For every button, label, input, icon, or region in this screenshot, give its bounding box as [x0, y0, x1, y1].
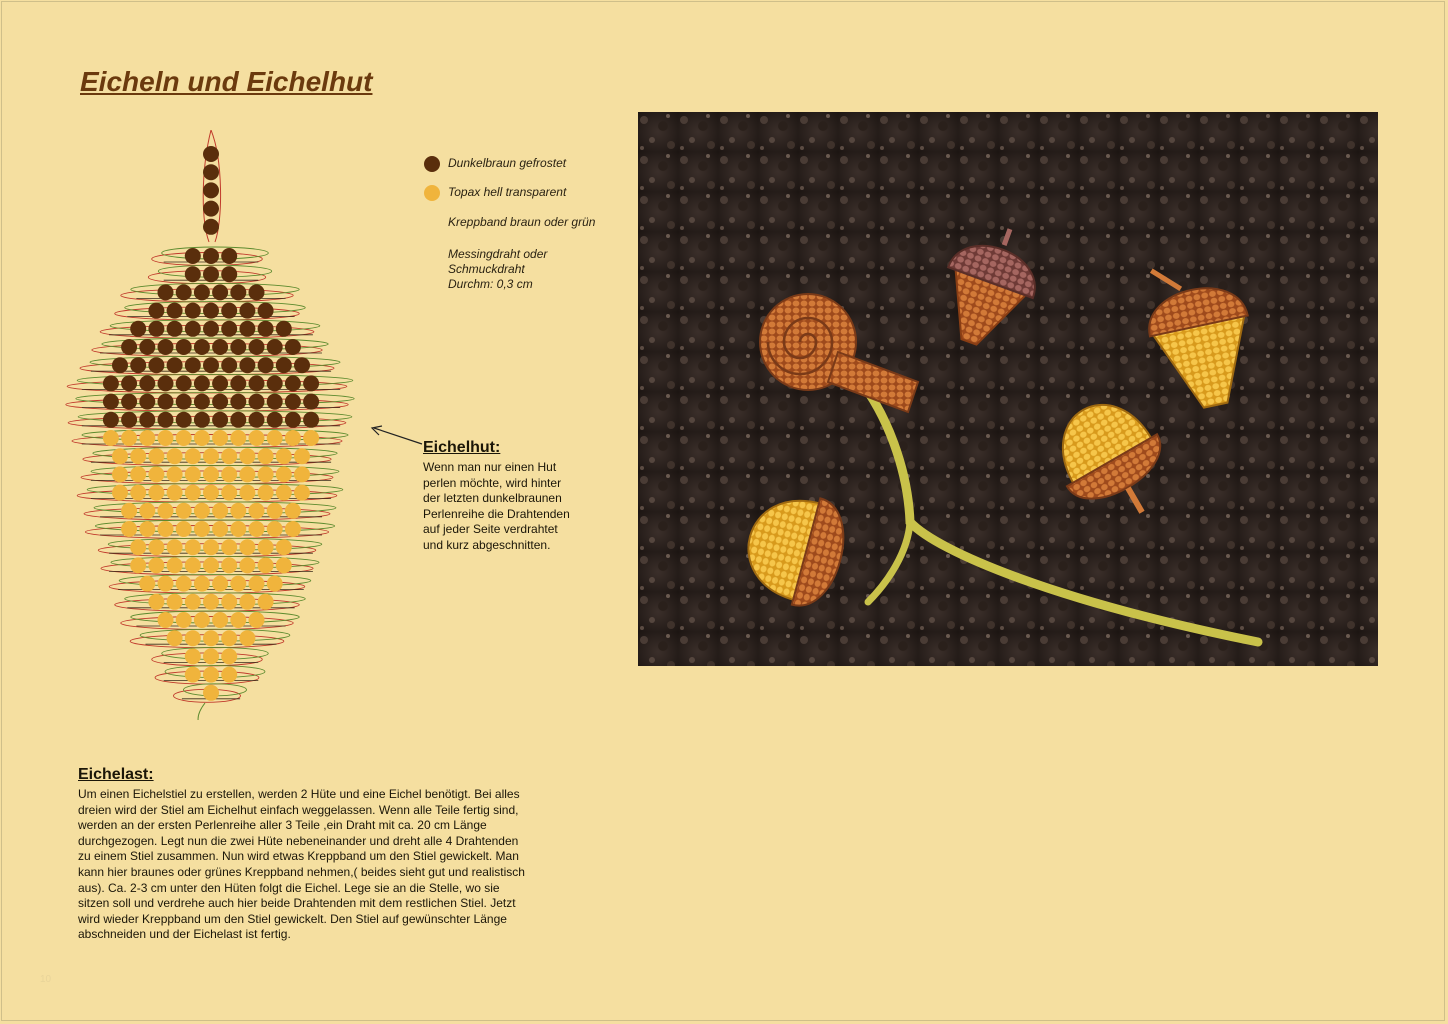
topaz-bead: [167, 448, 183, 464]
dark-brown-bead: [185, 357, 201, 373]
hat-note: [423, 439, 623, 554]
dark-brown-bead: [148, 303, 164, 319]
topaz-bead: [139, 576, 155, 592]
acorn-photo: [638, 112, 1378, 666]
topaz-bead: [112, 485, 128, 501]
dark-brown-bead: [276, 321, 292, 337]
topaz-bead: [203, 448, 219, 464]
topaz-bead: [267, 576, 283, 592]
topaz-bead: [294, 466, 310, 482]
dark-brown-bead: [167, 321, 183, 337]
stem-bead: [203, 201, 219, 217]
dark-brown-bead: [221, 248, 237, 264]
topaz-bead: [130, 539, 146, 555]
dark-brown-bead: [249, 394, 265, 410]
dark-brown-bead: [249, 339, 265, 355]
topaz-bead: [148, 557, 164, 573]
dark-brown-bead: [103, 375, 119, 391]
dark-brown-bead: [194, 339, 210, 355]
dark-brown-bead: [230, 375, 246, 391]
topaz-bead: [203, 539, 219, 555]
dark-brown-bead: [185, 321, 201, 337]
dark-brown-bead: [212, 284, 228, 300]
dark-brown-bead: [148, 321, 164, 337]
topaz-bead: [249, 503, 265, 519]
dark-brown-bead: [121, 375, 137, 391]
dark-brown-bead: [203, 357, 219, 373]
topaz-bead: [158, 612, 174, 628]
dark-brown-bead: [221, 303, 237, 319]
dark-brown-bead: [158, 394, 174, 410]
topaz-bead: [239, 594, 255, 610]
dark-brown-bead: [194, 284, 210, 300]
topaz-bead: [176, 576, 192, 592]
topaz-bead: [139, 521, 155, 537]
dark-brown-bead: [221, 321, 237, 337]
dark-brown-bead: [176, 339, 192, 355]
topaz-bead: [276, 448, 292, 464]
legend-label: Kreppband braun oder grün: [448, 215, 596, 229]
dark-brown-bead: [285, 339, 301, 355]
topaz-bead: [276, 466, 292, 482]
dark-brown-bead: [230, 394, 246, 410]
topaz-bead: [185, 557, 201, 573]
topaz-bead: [212, 430, 228, 446]
legend-item-dark-brown: [424, 156, 634, 172]
dark-brown-bead: [121, 394, 137, 410]
topaz-bead: [239, 466, 255, 482]
dark-brown-bead: [212, 339, 228, 355]
topaz-bead: [103, 430, 119, 446]
dark-brown-bead: [303, 394, 319, 410]
legend-item-crepe-tape: [424, 215, 634, 231]
topaz-bead: [130, 557, 146, 573]
topaz-bead: [158, 521, 174, 537]
topaz-bead: [148, 485, 164, 501]
topaz-bead: [112, 466, 128, 482]
topaz-bead: [276, 539, 292, 555]
topaz-bead: [203, 485, 219, 501]
legend-label: Messingdraht oder Schmuckdraht Durchm: 0,3 cm: [448, 247, 548, 291]
dark-brown-bead: [139, 394, 155, 410]
topaz-bead: [258, 448, 274, 464]
dark-brown-bead: [285, 412, 301, 428]
dark-brown-bead: [203, 248, 219, 264]
dark-brown-bead: [230, 412, 246, 428]
dark-brown-bead: [285, 394, 301, 410]
page-title: Eicheln und Eichelhut: [80, 66, 373, 97]
topaz-bead: [230, 521, 246, 537]
topaz-bead: [203, 557, 219, 573]
legend: [424, 156, 634, 305]
dark-brown-bead: [239, 303, 255, 319]
topaz-bead: [167, 485, 183, 501]
dark-brown-bead: [176, 412, 192, 428]
topaz-bead-icon: [424, 185, 440, 201]
topaz-bead: [258, 557, 274, 573]
topaz-bead: [203, 630, 219, 646]
dark-brown-bead: [103, 394, 119, 410]
dark-brown-bead: [121, 339, 137, 355]
topaz-bead: [176, 521, 192, 537]
topaz-bead: [148, 466, 164, 482]
dark-brown-bead-icon: [424, 156, 440, 172]
topaz-bead: [194, 503, 210, 519]
bead-pattern-diagram: [28, 130, 388, 720]
stem-bead: [203, 182, 219, 198]
dark-brown-bead: [185, 266, 201, 282]
topaz-bead: [121, 430, 137, 446]
topaz-bead: [267, 430, 283, 446]
topaz-bead: [185, 594, 201, 610]
topaz-bead: [130, 466, 146, 482]
topaz-bead: [194, 576, 210, 592]
dark-brown-bead: [221, 357, 237, 373]
topaz-bead: [249, 612, 265, 628]
topaz-bead: [239, 539, 255, 555]
dark-brown-bead: [239, 357, 255, 373]
dark-brown-bead: [130, 321, 146, 337]
topaz-bead: [221, 594, 237, 610]
topaz-bead: [130, 448, 146, 464]
stem-bead: [203, 219, 219, 235]
topaz-bead: [230, 576, 246, 592]
hat-note-heading: Eichelhut:: [423, 439, 501, 456]
topaz-bead: [249, 521, 265, 537]
dark-brown-bead: [158, 375, 174, 391]
topaz-bead: [267, 503, 283, 519]
topaz-bead: [148, 448, 164, 464]
topaz-bead: [194, 521, 210, 537]
dark-brown-bead: [130, 357, 146, 373]
topaz-bead: [203, 667, 219, 683]
dark-brown-bead: [212, 375, 228, 391]
topaz-bead: [221, 539, 237, 555]
topaz-bead: [185, 667, 201, 683]
dark-brown-bead: [267, 412, 283, 428]
dark-brown-bead: [239, 321, 255, 337]
topaz-bead: [212, 503, 228, 519]
topaz-bead: [185, 539, 201, 555]
topaz-bead: [194, 430, 210, 446]
topaz-bead: [158, 430, 174, 446]
dark-brown-bead: [139, 412, 155, 428]
topaz-bead: [185, 485, 201, 501]
topaz-bead: [203, 466, 219, 482]
dark-brown-bead: [167, 357, 183, 373]
topaz-bead: [221, 630, 237, 646]
topaz-bead: [221, 667, 237, 683]
page-number: 10: [40, 974, 52, 985]
topaz-bead: [148, 594, 164, 610]
topaz-bead: [221, 466, 237, 482]
dark-brown-bead: [194, 412, 210, 428]
dark-brown-bead: [139, 375, 155, 391]
dark-brown-bead: [294, 357, 310, 373]
topaz-bead: [212, 612, 228, 628]
topaz-bead: [276, 485, 292, 501]
topaz-bead: [185, 466, 201, 482]
legend-item-topaz: [424, 185, 634, 201]
dark-brown-bead: [185, 303, 201, 319]
dark-brown-bead: [158, 339, 174, 355]
topaz-bead: [239, 557, 255, 573]
dark-brown-bead: [194, 375, 210, 391]
dark-brown-bead: [303, 412, 319, 428]
topaz-bead: [230, 612, 246, 628]
dark-brown-bead: [121, 412, 137, 428]
topaz-bead: [167, 466, 183, 482]
topaz-bead: [276, 557, 292, 573]
topaz-bead: [212, 576, 228, 592]
dark-brown-bead: [158, 284, 174, 300]
dark-brown-bead: [276, 357, 292, 373]
topaz-bead: [139, 503, 155, 519]
branch-section: [78, 766, 638, 943]
topaz-bead: [221, 557, 237, 573]
dark-brown-bead: [203, 266, 219, 282]
topaz-bead: [285, 521, 301, 537]
topaz-bead: [158, 576, 174, 592]
topaz-bead: [258, 594, 274, 610]
legend-label: Dunkelbraun gefrostet: [448, 156, 567, 170]
topaz-bead: [258, 539, 274, 555]
topaz-bead: [230, 503, 246, 519]
topaz-bead: [249, 576, 265, 592]
topaz-bead: [258, 485, 274, 501]
dark-brown-bead: [221, 266, 237, 282]
topaz-bead: [194, 612, 210, 628]
dark-brown-bead: [139, 339, 155, 355]
topaz-bead: [285, 503, 301, 519]
topaz-bead: [185, 448, 201, 464]
topaz-bead: [121, 503, 137, 519]
topaz-bead: [185, 630, 201, 646]
topaz-bead: [203, 685, 219, 701]
dark-brown-bead: [176, 375, 192, 391]
dark-brown-bead: [203, 321, 219, 337]
dark-brown-bead: [267, 339, 283, 355]
legend-item-wire: [424, 247, 634, 292]
topaz-bead: [130, 485, 146, 501]
wire-loop: [198, 703, 211, 720]
dark-brown-bead: [112, 357, 128, 373]
topaz-bead: [185, 648, 201, 664]
topaz-bead: [249, 430, 265, 446]
branch-heading: Eichelast:: [78, 766, 154, 783]
topaz-bead: [158, 503, 174, 519]
dark-brown-bead: [258, 303, 274, 319]
topaz-bead: [221, 648, 237, 664]
dark-brown-bead: [267, 375, 283, 391]
topaz-bead: [294, 485, 310, 501]
topaz-bead: [221, 485, 237, 501]
dark-brown-bead: [176, 284, 192, 300]
stem-bead: [203, 146, 219, 162]
topaz-bead: [303, 430, 319, 446]
dark-brown-bead: [249, 375, 265, 391]
dark-brown-bead: [249, 412, 265, 428]
dark-brown-bead: [185, 248, 201, 264]
dark-brown-bead: [249, 284, 265, 300]
branch-text: Um einen Eichelstiel zu erstellen, werden 2 Hüte und eine Eichel benötigt. Bei alles dreien wird der Stiel am Eichelhut einfach weggelassen. Wenn alle Teile fertig sind, werden an der ersten Perlenreihe aller 3 Teile ,ein Draht mit ca. 20 cm Länge durchgezogen. Legt nun die zwei Hüte nebeneinander und dreht alle 4 Drahtenden zu einem Stiel zusammen. Nun wird etwas Kreppband um den Stiel gewickelt. Man kann hier braunes oder grünes Kreppband nehmen,( beides sieht gut und realistisch aus). Ca. 2-3 cm unter den Hüten folgt die Eichel. Lege sie an die Stelle, wo sie sitzen soll und verdrehe auch hier beide Drahtenden mit dem restlichen Stiel. Jetzt wird wieder Kreppband um den Stiel gewickelt. Den Stiel auf gewünschter Länge abschneiden und der Eichelast ist fertig.: [78, 787, 525, 942]
dark-brown-bead: [176, 394, 192, 410]
dark-brown-bead: [258, 357, 274, 373]
dark-brown-bead: [148, 357, 164, 373]
dark-brown-bead: [230, 339, 246, 355]
topaz-bead: [176, 430, 192, 446]
topaz-bead: [148, 539, 164, 555]
dark-brown-bead: [285, 375, 301, 391]
topaz-bead: [167, 557, 183, 573]
topaz-bead: [258, 466, 274, 482]
topaz-bead: [203, 648, 219, 664]
topaz-bead: [212, 521, 228, 537]
topaz-bead: [167, 630, 183, 646]
topaz-bead: [239, 448, 255, 464]
topaz-bead: [230, 430, 246, 446]
dark-brown-bead: [230, 284, 246, 300]
topaz-bead: [167, 594, 183, 610]
topaz-bead: [203, 594, 219, 610]
topaz-bead: [239, 630, 255, 646]
legend-label: Topax hell transparent: [448, 185, 567, 199]
stem-bead: [203, 164, 219, 180]
topaz-bead: [294, 448, 310, 464]
topaz-bead: [112, 448, 128, 464]
dark-brown-bead: [212, 394, 228, 410]
dark-brown-bead: [303, 375, 319, 391]
dark-brown-bead: [103, 412, 119, 428]
dark-brown-bead: [203, 303, 219, 319]
topaz-bead: [267, 521, 283, 537]
pointer-arrow-icon: [366, 420, 426, 450]
topaz-bead: [139, 430, 155, 446]
topaz-bead: [176, 612, 192, 628]
topaz-bead: [221, 448, 237, 464]
dark-brown-bead: [212, 412, 228, 428]
dark-brown-bead: [167, 303, 183, 319]
topaz-bead: [176, 503, 192, 519]
topaz-bead: [285, 430, 301, 446]
topaz-bead: [239, 485, 255, 501]
dark-brown-bead: [194, 394, 210, 410]
topaz-bead: [167, 539, 183, 555]
dark-brown-bead: [258, 321, 274, 337]
dark-brown-bead: [158, 412, 174, 428]
hat-note-text: Wenn man nur einen Hut perlen möchte, wird hinter der letzten dunkelbraunen Perlenreihe die Drahtenden auf jeder Seite verdrahtet und kurz abgeschnitten.: [423, 460, 570, 552]
dark-brown-bead: [267, 394, 283, 410]
topaz-bead: [121, 521, 137, 537]
